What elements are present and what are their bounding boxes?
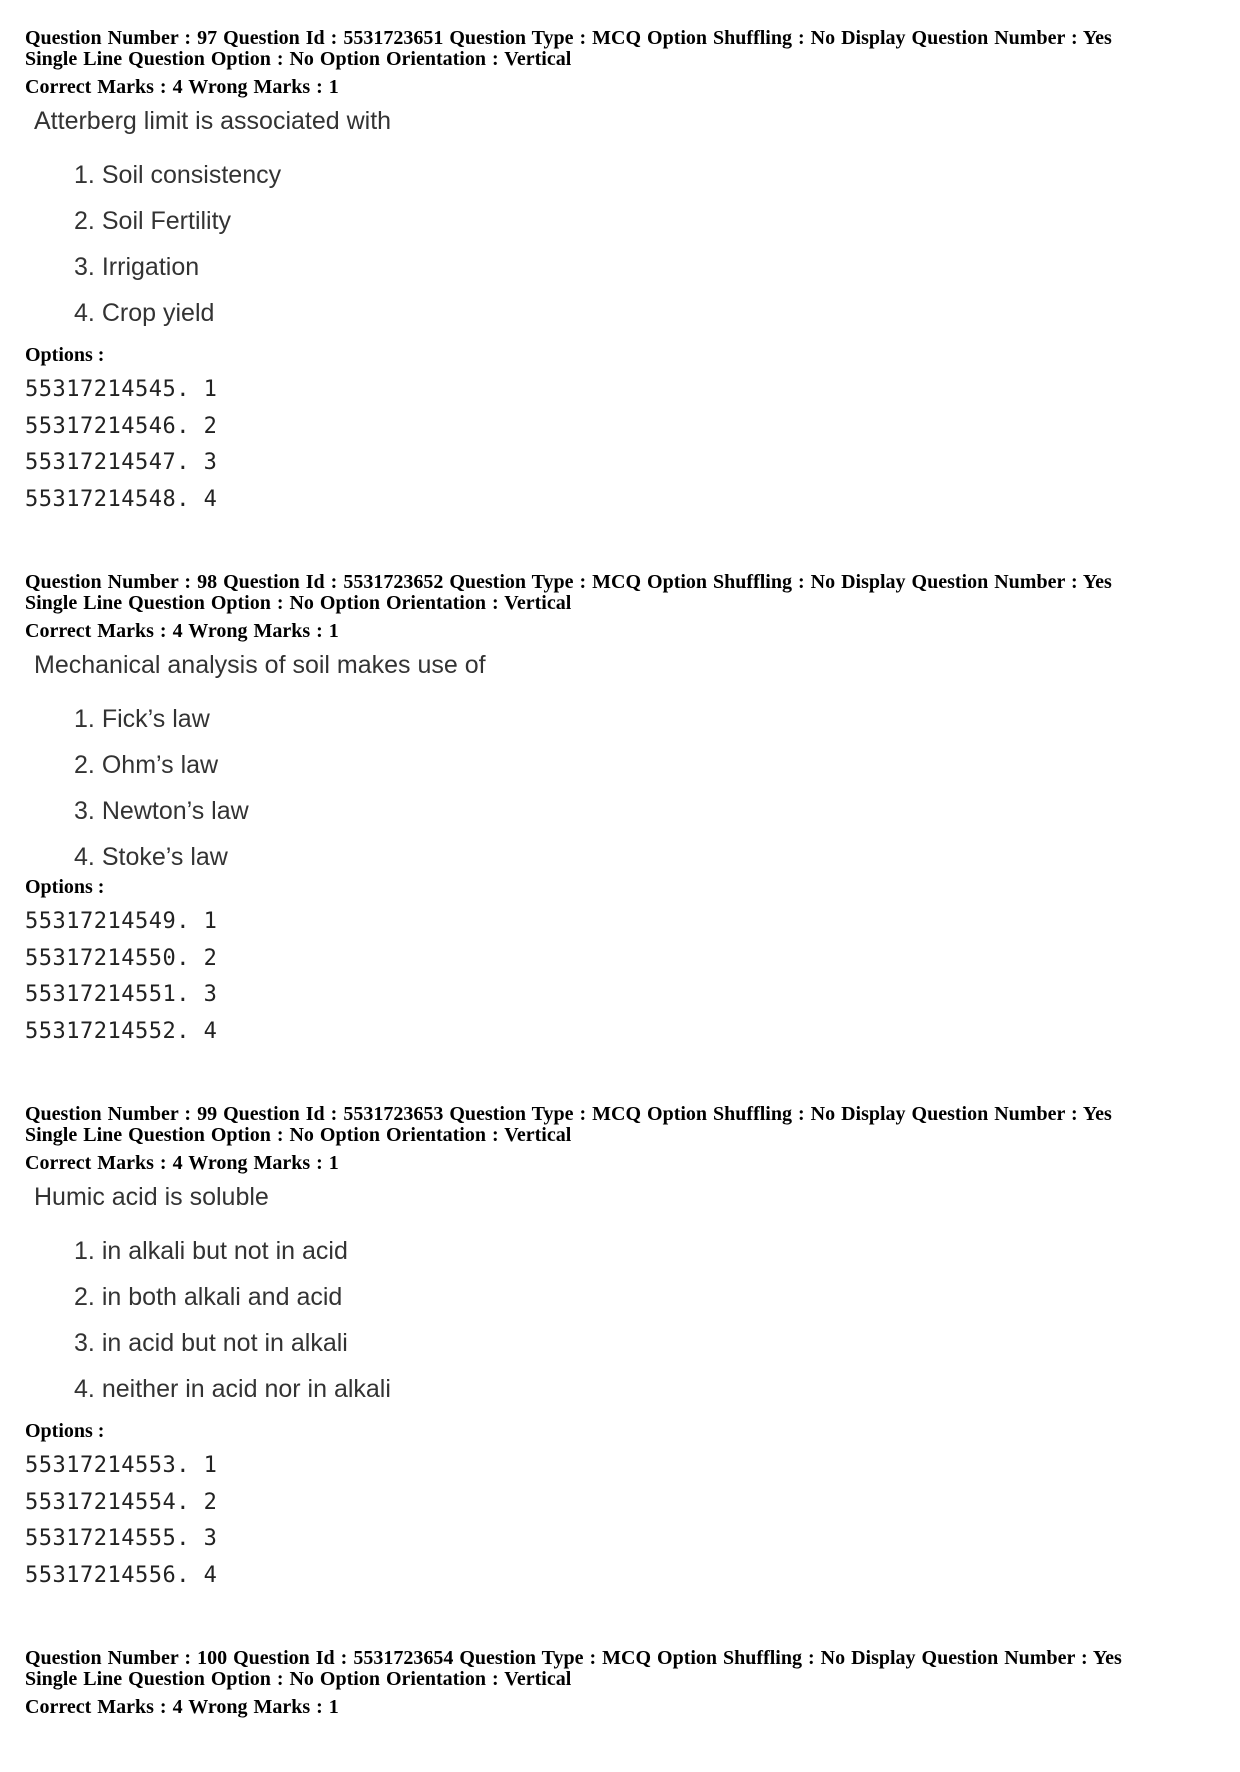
question-stem: Mechanical analysis of soil makes use of bbox=[34, 651, 486, 679]
option-id-row: 55317214545. 1 bbox=[25, 377, 218, 402]
choice-text: Ohm’s law bbox=[101, 751, 219, 779]
question-block-100 bbox=[25, 1648, 1225, 1718]
choice-number: 3. bbox=[74, 1329, 95, 1357]
choice-number: 1. bbox=[74, 705, 95, 733]
choice-item bbox=[74, 236, 1225, 282]
option-id-row: 55317214554. 2 bbox=[25, 1489, 218, 1515]
choice-number: 3. bbox=[74, 253, 95, 281]
option-id-list bbox=[25, 1448, 1225, 1594]
option-id-row: 55317214550. 2 bbox=[25, 945, 218, 971]
choice-text: Fick’s law bbox=[101, 705, 210, 733]
choice-item bbox=[74, 1312, 1225, 1358]
option-id-list bbox=[25, 372, 1225, 518]
option-id-row: 55317214551. 3 bbox=[25, 982, 218, 1007]
choice-text: in alkali but not in acid bbox=[101, 1237, 348, 1265]
choice-item bbox=[74, 734, 1225, 780]
choice-item bbox=[74, 780, 1225, 826]
choice-number: 2. bbox=[74, 207, 95, 235]
choice-text: Stoke’s law bbox=[101, 843, 228, 871]
choice-number: 4. bbox=[74, 299, 95, 327]
options-label: Options : bbox=[25, 1420, 105, 1442]
question-meta-line-2: Single Line Question Option : No Option Orientation : Vertical bbox=[25, 592, 572, 614]
choice-text: Soil Fertility bbox=[101, 207, 232, 235]
question-block-98 bbox=[25, 572, 1225, 1050]
option-id-row: 55317214553. 1 bbox=[25, 1453, 218, 1478]
choice-item bbox=[74, 826, 1225, 872]
choice-text: in both alkali and acid bbox=[101, 1283, 343, 1311]
question-meta-line-2: Single Line Question Option : No Option Orientation : Vertical bbox=[25, 48, 572, 70]
question-stem: Atterberg limit is associated with bbox=[34, 107, 392, 135]
choice-number: 4. bbox=[74, 843, 95, 871]
question-content bbox=[25, 650, 1225, 872]
marks-line: Correct Marks : 4 Wrong Marks : 1 bbox=[25, 1696, 339, 1718]
choice-item bbox=[74, 1266, 1225, 1312]
options-label: Options : bbox=[25, 876, 105, 898]
question-meta-line: Question Number : 98 Question Id : 5531723652 Question Type : MCQ Option Shuffling : No Display Question Number : Yes bbox=[25, 571, 1112, 593]
choice-number: 3. bbox=[74, 797, 95, 825]
choice-number: 1. bbox=[74, 1237, 95, 1265]
option-id-row: 55317214555. 3 bbox=[25, 1526, 218, 1551]
option-id-row: 55317214547. 3 bbox=[25, 450, 218, 475]
marks-line: Correct Marks : 4 Wrong Marks : 1 bbox=[25, 620, 339, 642]
question-meta-line: Question Number : 99 Question Id : 5531723653 Question Type : MCQ Option Shuffling : No Display Question Number : Yes bbox=[25, 1103, 1112, 1125]
question-block-99 bbox=[25, 1104, 1225, 1594]
choice-number: 4. bbox=[74, 1375, 95, 1403]
option-id-row: 55317214548. 4 bbox=[25, 486, 218, 512]
question-stem: Humic acid is soluble bbox=[34, 1183, 269, 1211]
question-content bbox=[25, 106, 1225, 328]
marks-line: Correct Marks : 4 Wrong Marks : 1 bbox=[25, 1152, 339, 1174]
choice-item bbox=[74, 1358, 1225, 1404]
choice-text: Newton’s law bbox=[101, 797, 249, 825]
question-meta-line: Question Number : 100 Question Id : 5531723654 Question Type : MCQ Option Shuffling : No Display Question Number : Yes bbox=[25, 1647, 1122, 1669]
choice-item bbox=[74, 282, 1225, 328]
question-content bbox=[25, 1182, 1225, 1404]
option-id-row: 55317214549. 1 bbox=[25, 909, 218, 934]
option-id-row: 55317214546. 2 bbox=[25, 413, 218, 439]
choice-text: Irrigation bbox=[101, 253, 200, 281]
choice-number: 2. bbox=[74, 751, 95, 779]
choice-text: Crop yield bbox=[101, 299, 215, 327]
choice-item bbox=[74, 142, 1225, 190]
question-paper-page bbox=[25, 28, 1225, 1772]
option-id-list bbox=[25, 904, 1225, 1050]
option-id-row: 55317214556. 4 bbox=[25, 1562, 218, 1588]
choice-number: 1. bbox=[74, 161, 95, 189]
choice-item bbox=[74, 1218, 1225, 1266]
choice-item bbox=[74, 686, 1225, 734]
question-meta-line: Question Number : 97 Question Id : 5531723651 Question Type : MCQ Option Shuffling : No Display Question Number : Yes bbox=[25, 27, 1112, 49]
option-id-row: 55317214552. 4 bbox=[25, 1018, 218, 1044]
choice-list bbox=[34, 686, 1225, 872]
choice-text: neither in acid nor in alkali bbox=[101, 1375, 391, 1403]
options-label: Options : bbox=[25, 344, 105, 366]
question-meta-line-2: Single Line Question Option : No Option Orientation : Vertical bbox=[25, 1124, 572, 1146]
choice-number: 2. bbox=[74, 1283, 95, 1311]
question-block-97 bbox=[25, 28, 1225, 518]
choice-text: Soil consistency bbox=[101, 161, 282, 189]
question-meta-line-2: Single Line Question Option : No Option Orientation : Vertical bbox=[25, 1668, 572, 1690]
marks-line: Correct Marks : 4 Wrong Marks : 1 bbox=[25, 76, 339, 98]
choice-list bbox=[34, 142, 1225, 328]
choice-list bbox=[34, 1218, 1225, 1404]
choice-item bbox=[74, 190, 1225, 236]
choice-text: in acid but not in alkali bbox=[101, 1329, 348, 1357]
